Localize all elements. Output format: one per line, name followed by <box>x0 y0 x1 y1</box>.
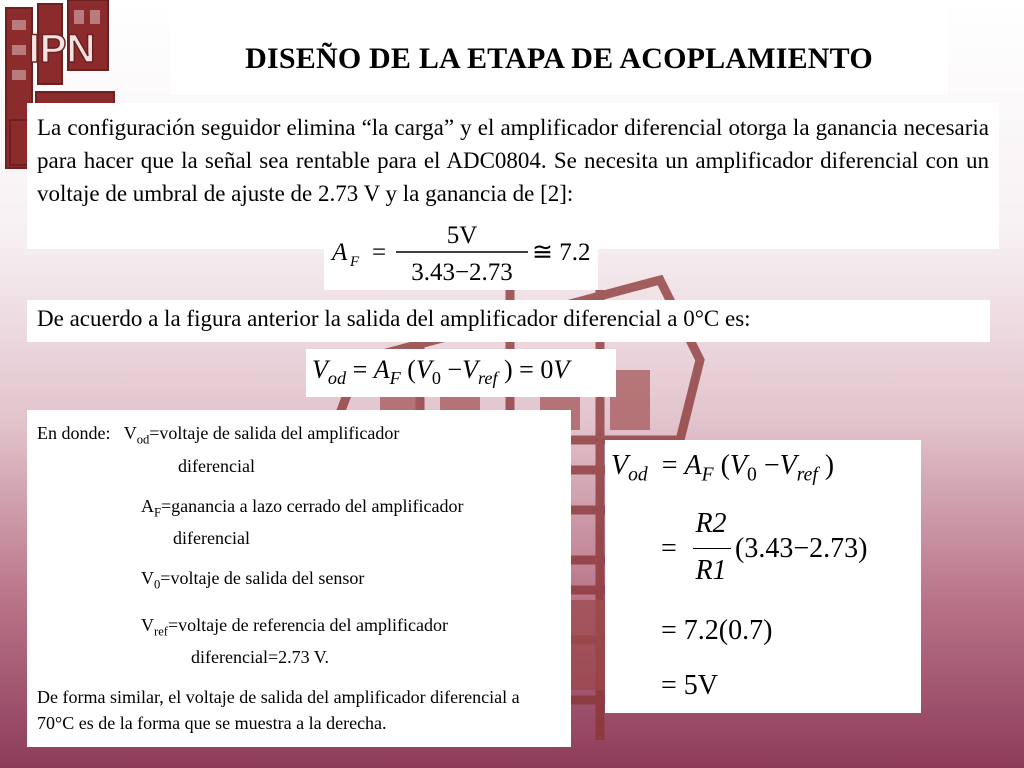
def-symbol: A <box>141 495 154 516</box>
gain-equals: = <box>372 239 387 266</box>
output-equation-0c: $V_{od} = A_F$ ($V_0 -V_{ref}$ ) = 0V <box>306 349 616 397</box>
eq70-fraction-bar <box>693 548 731 549</box>
def-sub: ref <box>154 624 168 639</box>
logo-text: IPN <box>28 27 96 71</box>
definitions-intro: En donde: <box>37 423 111 443</box>
def-sub: F <box>154 505 162 520</box>
def-cont: diferencial <box>178 455 255 476</box>
eq70-line2-num: R2 <box>695 508 727 539</box>
def-cont: diferencial=2.73 V. <box>191 647 329 668</box>
eq70-line2-eq: = <box>661 533 677 564</box>
def-text: =voltaje de referencia del amplificador <box>167 614 448 635</box>
def-cont: diferencial <box>173 528 250 549</box>
def-text: =voltaje de salida del sensor <box>160 568 365 589</box>
eq70-line2-den: R1 <box>695 555 727 586</box>
definitions-closing: De forma similar, el voltaje de salida del amplificador diferencial a 70°C es de la forma que se muestra a la derecha. <box>37 687 520 734</box>
title-banner <box>170 0 948 95</box>
eq70-line4: = 5V <box>661 670 719 701</box>
def-sub: od <box>136 432 150 447</box>
def-symbol: V <box>141 568 154 589</box>
def-text: =ganancia a lazo cerrado del amplificador <box>161 495 464 516</box>
output-equation-70c <box>605 440 921 713</box>
statement-text: De acuerdo a la figura anterior la salida del amplificador diferencial a 0°C es: <box>37 306 751 331</box>
eq70-line2-rest: (3.43−2.73) <box>735 533 868 564</box>
gain-denominator: 3.43−2.73 <box>411 259 513 286</box>
gain-lhs: A <box>332 239 348 266</box>
def-symbol: V <box>141 614 154 635</box>
definitions-box <box>27 410 571 747</box>
gain-numerator: 5V <box>446 222 478 249</box>
def-text: =voltaje de salida del amplificador <box>149 423 400 443</box>
gain-approx: ≅ 7.2 <box>532 239 591 266</box>
def-sub: 0 <box>154 577 161 592</box>
eq70-line3: = 7.2(0.7) <box>661 615 773 646</box>
eq70-line1: $V_{od} = A_F$ ($V_0 -V_{ref}$ ) <box>611 450 835 486</box>
gain-equation <box>324 215 598 290</box>
statement-box <box>27 300 990 342</box>
def-symbol: V <box>123 423 137 443</box>
page-title: DISEÑO DE LA ETAPA DE ACOPLAMIENTO <box>245 41 873 75</box>
intro-paragraph: La configuración seguidor elimina “la carga” y el amplificador diferencial otorga la ganancia necesaria para hacer que la señal sea rentable para el ADC0804. Se necesita un amplificador diferencial con un voltaje de umbral de ajuste de 2.73 V y la ganancia de [2]: <box>37 115 989 206</box>
gain-lhs-sub: F <box>350 254 360 270</box>
